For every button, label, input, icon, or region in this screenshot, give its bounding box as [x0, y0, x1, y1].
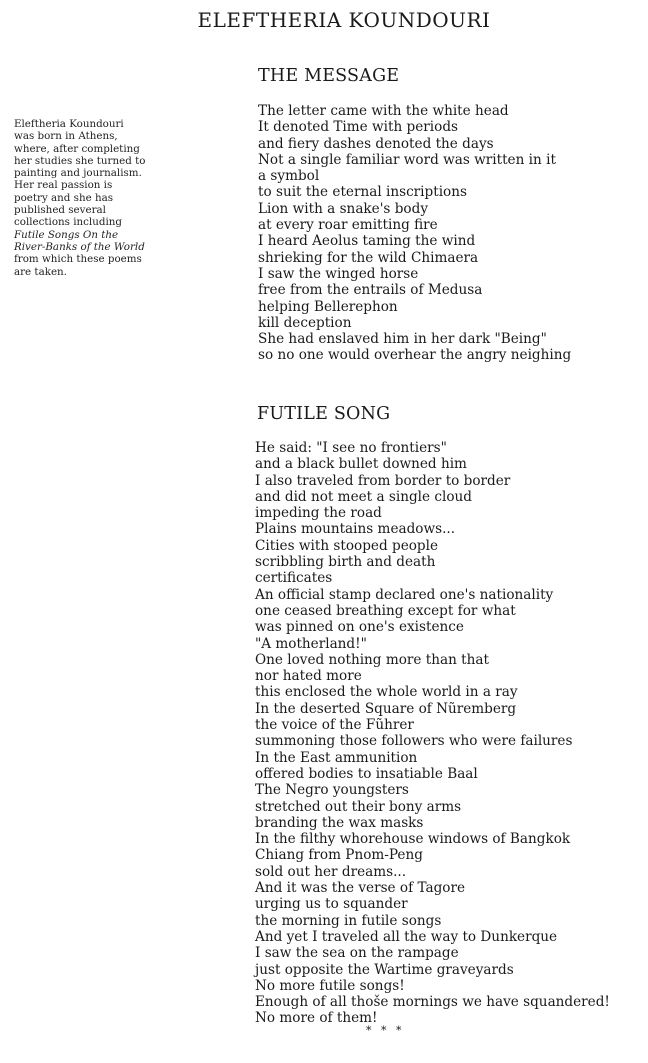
poem-line: "A motherland!": [255, 635, 367, 652]
poem-futile-song: [255, 440, 610, 1027]
poem-line: I heard Aeolus taming the wind: [258, 233, 476, 250]
poem-line: and fiery dashes denoted the days: [258, 135, 494, 152]
poem-line: Cities with stooped people: [255, 537, 439, 554]
poem-title-futile-song: FUTILE SONG: [257, 404, 391, 424]
bio-line: poetry and she has: [14, 191, 114, 204]
poem-message: [258, 103, 571, 364]
bio-line: painting and journalism.: [14, 167, 142, 180]
poem-line: stretched out their bony arms: [255, 798, 462, 815]
poem-line: this enclosed the whole world in a ray: [255, 684, 518, 701]
poem-line: And yet I traveled all the way to Dunkerque: [255, 928, 558, 945]
poem-line: scribbling birth and death: [255, 554, 436, 571]
author-title: ELEFTHERIA KOUNDOURI: [197, 8, 491, 32]
section-separator: * * *: [366, 1024, 405, 1037]
bio-line: Her real passion is: [14, 179, 113, 192]
bio-line: where, after completing: [14, 142, 140, 155]
poem-line: shrieking for the wild Chimaera: [258, 249, 479, 266]
bio-book-title: River-Banks of the World: [14, 240, 145, 253]
poem-line: the morning in futile songs: [255, 912, 442, 929]
poem-line: summoning those followers who were failures: [255, 733, 573, 750]
poem-line: The Negro youngsters: [255, 782, 409, 799]
poem-line: so no one would overhear the angry neighing: [258, 347, 572, 364]
poem-line: I saw the winged horse: [258, 265, 419, 282]
poem-line: Not a single familiar word was written in it: [258, 151, 556, 168]
poem-line: One loved nothing more than that: [255, 651, 489, 668]
bio-line: collections including: [14, 216, 122, 229]
bio-line: her studies she turned to: [14, 154, 146, 167]
poem-line: Chiang from Pnom-Peng: [255, 847, 423, 864]
poem-line: the voice of the Fũhrer: [255, 717, 414, 734]
poem-line: kill deception: [258, 314, 352, 331]
poem-line: offered bodies to insatiable Baal: [255, 765, 478, 782]
poem-line: I saw the sea on the rampage: [255, 945, 459, 962]
bio-book-title: Futile Songs On the: [14, 228, 119, 241]
poem-line: free from the entrails of Medusa: [258, 282, 483, 299]
poem-line: certificates: [255, 570, 333, 587]
poem-line: and a black bullet downed him: [255, 456, 467, 473]
poem-line: and did not meet a single cloud: [255, 488, 472, 505]
poem-line: just opposite the Wartime graveyards: [255, 961, 514, 978]
bio-line: was born in Athens,: [14, 130, 118, 143]
poem-line: Lion with a snake's body: [258, 200, 429, 217]
bio-line: Eleftheria Koundouri: [14, 118, 124, 130]
poem-line: nor hated more: [255, 668, 362, 685]
poem-line: was pinned on one's existence: [255, 619, 464, 636]
poem-line: In the filthy whorehouse windows of Bangkok: [255, 831, 571, 848]
poem-line: urging us to squander: [255, 896, 408, 913]
poem-title-message: THE MESSAGE: [258, 66, 400, 86]
poem-line: And it was the verse of Tagore: [255, 880, 465, 897]
poem-line: An official stamp declared one's nationality: [255, 586, 554, 603]
poem-line: branding the wax masks: [255, 814, 424, 831]
poem-line: It denoted Time with periods: [258, 119, 459, 136]
poem-line: to suit the eternal inscriptions: [258, 184, 467, 201]
bio-line: from which these poems: [14, 253, 142, 266]
poem-line: She had enslaved him in her dark "Being": [258, 331, 547, 348]
poem-line: Enough of all thoše mornings we have squandered!: [255, 994, 610, 1011]
bio-line: published several: [14, 204, 106, 217]
poem-line: In the deserted Square of Nũremberg: [255, 700, 517, 717]
poem-line: I also traveled from border to border: [255, 472, 511, 489]
poem-line: helping Bellerephon: [258, 298, 398, 315]
poem-line: No more futile songs!: [255, 977, 405, 994]
bio-line: are taken.: [14, 265, 67, 278]
poem-line: one ceased breathing except for what: [255, 602, 516, 619]
poem-line: The letter came with the white head: [258, 103, 509, 119]
poem-line: Plains mountains meadows...: [255, 521, 456, 538]
poem-line: a symbol: [258, 168, 320, 185]
author-bio: [14, 118, 164, 278]
poem-line: sold out her dreams...: [255, 863, 407, 880]
poem-line: at every roar emitting fire: [258, 217, 438, 234]
poem-line: He said: "I see no frontiers": [255, 440, 447, 456]
poem-line: impeding the road: [255, 505, 382, 522]
poem-line: In the East ammunition: [255, 749, 418, 766]
poem-line: No more of them!: [255, 1010, 378, 1027]
